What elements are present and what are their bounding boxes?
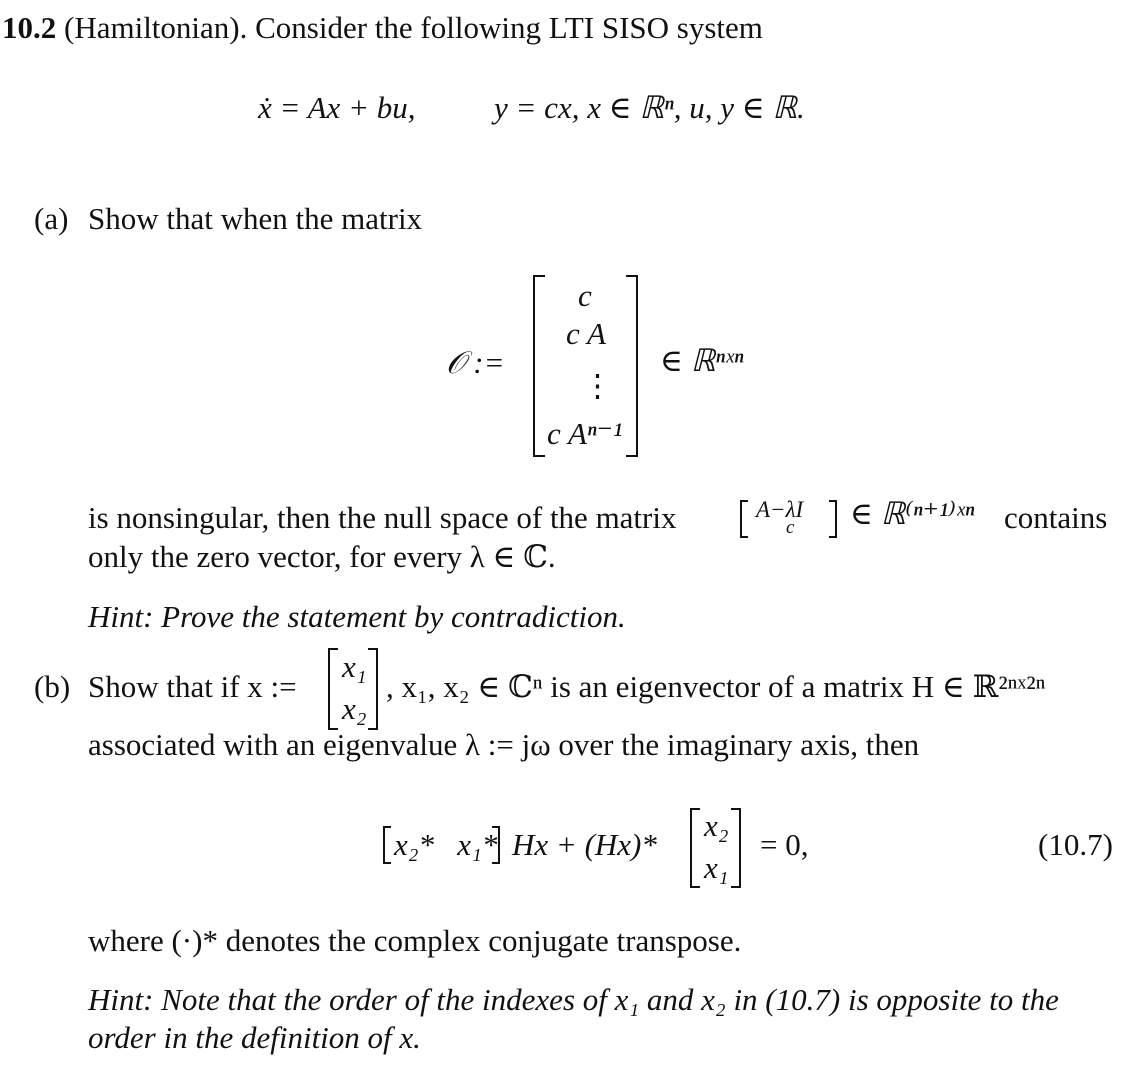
- row-vector-entries: x₂* x₁*: [394, 827, 498, 862]
- part-b-hint-line1: Hint: Note that the order of the indexes of x₁ and x₂ in (10.7) is opposite to the: [88, 982, 1059, 1017]
- part-b-label: (b): [34, 669, 71, 704]
- col-vector-top: x₂: [704, 808, 729, 843]
- obs-row-3: ⋮: [582, 368, 613, 403]
- row-vector-left-bracket: [383, 826, 391, 864]
- obs-space: ∈ ℝⁿˣⁿ: [660, 343, 744, 378]
- obs-row-1: c: [578, 278, 592, 313]
- col-vector-bottom: x₁: [704, 850, 729, 885]
- vector-top: x₁: [342, 649, 367, 684]
- problem-number: 10.2: [2, 10, 57, 45]
- obs-row-4: c Aⁿ⁻¹: [547, 416, 623, 451]
- col-vector-left-bracket: [690, 808, 700, 888]
- inline-matrix-bottom: c: [786, 517, 795, 538]
- col-vector-right-bracket: [731, 808, 741, 888]
- problem-title: (Hamiltonian). Consider the following LTI SISO system: [64, 10, 763, 45]
- obs-row-2: c A: [566, 316, 606, 351]
- part-b-line2: associated with an eigenvalue λ := jω over the imaginary axis, then: [88, 727, 920, 762]
- part-b-hint-line2: order in the definition of x.: [88, 1020, 421, 1055]
- observability-symbol: 𝒪 :=: [446, 345, 505, 380]
- where-text: where (·)* denotes the complex conjugate transpose.: [88, 923, 742, 958]
- part-a-intro: Show that when the matrix: [88, 201, 423, 236]
- equation-end: = 0,: [760, 827, 809, 862]
- system-equation-right: y = cx, x ∈ ℝⁿ, u, y ∈ ℝ.: [494, 90, 805, 125]
- part-b-line1-rest: , x₁, x₂ ∈ ℂⁿ is an eigenvector of a matrix H ∈ ℝ²ⁿˣ²ⁿ: [386, 669, 1046, 704]
- inline-matrix-top: A−λI: [756, 497, 804, 522]
- vector-bottom: x₂: [342, 691, 367, 726]
- row-vector-right-bracket: [492, 826, 500, 864]
- equation-number: (10.7): [1038, 827, 1113, 862]
- part-a-label: (a): [34, 201, 69, 236]
- inline-matrix-space: ∈ ℝ⁽ⁿ⁺¹⁾ˣⁿ: [850, 496, 975, 531]
- inline-matrix-right-bracket: [829, 500, 837, 538]
- equation-middle: Hx + (Hx)*: [512, 827, 657, 862]
- vector-right-bracket: [368, 648, 378, 730]
- inline-matrix-left-bracket: [740, 500, 748, 538]
- obs-right-bracket: [626, 275, 638, 457]
- part-b-intro: Show that if x :=: [88, 669, 297, 704]
- part-a-hint: Hint: Prove the statement by contradiction.: [88, 599, 626, 634]
- part-a-line2: only the zero vector, for every λ ∈ ℂ.: [88, 539, 556, 574]
- vector-left-bracket: [328, 648, 338, 730]
- problem-heading: [2, 12, 763, 43]
- part-a-line1-end: contains: [1004, 500, 1108, 535]
- system-equation-left: ẋ = Ax + bu,: [258, 90, 416, 125]
- part-a-line1-start: is nonsingular, then the null space of the matrix: [88, 500, 677, 535]
- obs-left-bracket: [533, 275, 545, 457]
